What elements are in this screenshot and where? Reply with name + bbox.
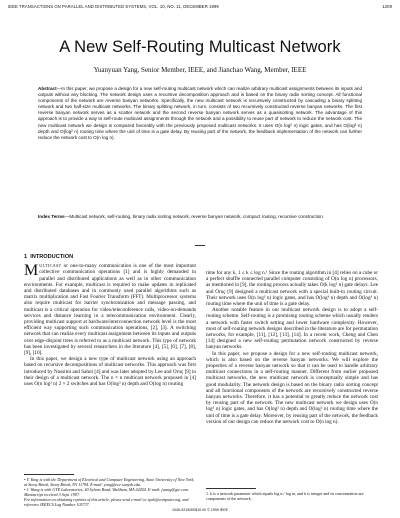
author-line: Yuanyuan Yang, Senior Member, IEEE, and Jianchao Wang, Member, IEEE <box>93 66 307 74</box>
footnote-1: 1. k is a network parameter which equals log n / log m, and it is integer and its concentration are components of the network. <box>206 491 364 501</box>
abstract <box>38 86 362 141</box>
right-paragraph-1: time for any k, 1 ≤ k ≤ log n.¹ Since the routing algorithm in [4] relies on a cube or a perfect shuffle connected parallel computer consisting of O(n log n) processors, as mentioned in [9], the routing process actually takes O(k log² n) gate delays. Lee and Oruç [9] designed a multicast network with a special built-in routing circuit. Their network uses O(n log² n) logic gates, and has O(log³ n) depth and O(log³ n) routing time where the unit of time is a gate delay. <box>206 270 378 308</box>
footnote-received: Manuscript received 3 Sept. 1997. <box>24 492 81 497</box>
first-word-rest: ULTICAST <box>39 263 62 269</box>
left-column <box>24 254 196 387</box>
left-paragraph-1: or one-to-many communication is one of the most important collective communication operations [1] and is highly demanded in parallel and distributed applications as well as in other communication environments. For example, multicast is required to make updates in replicated and distributed databases and in commonly used parallel algorithms such as matrix multiplication and Fast Fourier Transform (FFT). Multiprocessor systems also require multicast for barrier synchronization and message passing, and multicast is a critical operation for video/teleconference calls, video-on-demands services and distance learning in a telecommunication environment. Clearly, providing multicast support at hardware/interconnection network level is the most efficient way supporting such communication operations, [2], [3]. A switching network that can realize every multicast assignment between its inputs and outputs over edge-disjoint trees is referred to as a multicast network. This type of network has been investigated by several researchers in the literature [4], [5], [6], [7], [8], [9], [10]. <box>24 263 196 357</box>
page-number: 1209 <box>382 4 392 9</box>
journal-header: IEEE TRANSACTIONS ON PARALLEL AND DISTRIBUTED SYSTEMS, VOL. 10, NO. 11, DECEMBER 1999 <box>8 4 219 9</box>
index-terms <box>38 214 362 220</box>
abstract-label: Abstract <box>38 86 57 91</box>
index-terms-text: —Multicast network, self-routing, binary radix sorting network, reverse banyan network, compact routing, recursive construction. <box>64 214 325 219</box>
section-title: INTRODUCTION <box>30 254 74 260</box>
drop-cap: M <box>24 262 39 280</box>
left-paragraph-2: In this paper, we design a new type of multicast network using an approach based on recursive decompositions of multicast networks. This approach was first introduced by Nassimi and Sahni [4] and was later adopted by Lee and Oruç [9] in their design of a multicast network. The n × n multicast network proposed in [4] uses O(n log² n) 2 × 2 switches and has O(log³ n) depth and O(log n) routing <box>24 356 196 388</box>
right-paragraph-2: Another notable feature in our multicast network design is to adopt a self-routing scheme. Self-routing is a promising routing scheme which usually renders a network with faster switch setting and lower hardware complexity. However, most of self-routing network designs described in the literature are for permutation networks, for example, [11], [12], [13], [14]. In a recent work, Cheng and Chen [14] designed a new self-routing permutation network constructed by reverse banyan networks. <box>206 307 378 351</box>
copyright-footer: 1045-9219/99/$10.00 © 1999 IEEE <box>172 508 228 512</box>
separator-rule <box>195 245 205 246</box>
footnote-affiliation-1: • Y. Yang is with the Department of Electrical and Computer Engineering, State University of New York, at Stony Brook, Stony Brook, NY 11794. E-mail: yang@ece.sunysb.edu. <box>24 477 195 487</box>
section-heading <box>24 254 196 260</box>
footnote-rule-right <box>206 488 256 489</box>
running-header <box>8 4 392 9</box>
index-terms-label: Index Terms <box>38 214 65 219</box>
intro-paragraph-1 <box>24 263 196 356</box>
footnote-rule <box>24 474 74 475</box>
right-paragraph-3: In this paper, we propose a design for a new self-routing multicast network, which is also based on the reverse banyan networks. We will explore the properties of a reverse banyan network so that it can be used to handle arbitrary multicast connections in a self-routing manner. Different from earlier proposed multicast networks, the new multicast network is conceptually simple and has good modularity. The network design is based on the binary radix sorting concept and all functional components of the network are recursively constructed reverse banyan networks. Therefore, it has a potential to greatly reduce the network cost by reusing part of the network. The new multicast network we design uses O(n log² n) logic gates, and has O(log² n) depth and O(log² n) routing time where the unit of time is a gate delay. Moreover, by reusing part of the network, the feedback version of our design can reduce the network cost to O(n log n). <box>206 350 378 425</box>
right-column <box>206 270 378 425</box>
abstract-text: —In this paper, we propose a design for a new self-routing multicast network which can realize arbitrary multicast assignments between its inputs and outputs without any blocking. The network design uses a recursive decomposition approach and is based on the binary radix sorting concept. All functional components of the network are reverse banyan networks. Specifically, the new multicast network is recursively constructed by cascading a binary splitting network and two half-size multicast networks. The binary splitting network, in turn, consists of two recursively constructed reverse banyan networks. The first reverse banyan network serves as a scatter network and the second reverse banyan network serves as a quasisorting network. The advantage of this approach is to provide a way to self-route multicast assignments through the network and a possibility to reuse part of network to reduce the network cost. The new multicast network we design is compared favorably with the previously proposed multicast networks. It uses O(n log² n) logic gates, and has O(log² n) depth and O(log² n) routing time where the unit of time is a gate delay. By reusing part of the network, the feedback implementation of the network can further reduce the network cost to O(n log n). <box>38 86 362 140</box>
footnote-affiliation-2: • J. Wang is with GTE Laboratories, 40 Sylvan Road, Waltham, MA 02454. E-mail: jwang@gte.com. <box>24 487 190 492</box>
author-footnotes <box>24 474 196 507</box>
footnote-reprints: For information on obtaining reprints of this article, please send e-mail to: tpds@computer.org, and reference IEEECS Log Number 105737. <box>24 497 189 507</box>
right-footnote <box>206 488 378 501</box>
section-number: 1 <box>24 254 28 260</box>
paper-title: A New Self-Routing Multicast Network <box>59 38 341 56</box>
